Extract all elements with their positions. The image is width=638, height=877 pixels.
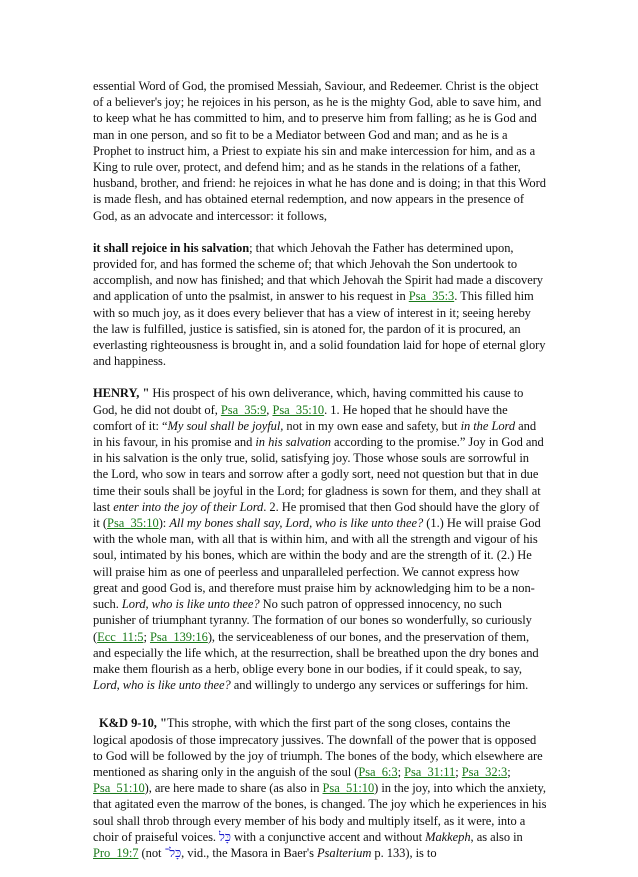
paragraph-text: with a conjunctive accent and without: [230, 829, 426, 844]
paragraph-text: . This filled him with so much joy, as it does every believer that has a view of interest in it; seeing hereby the law is fulfilled, justice is satisfied, sin is atoned for, the pardon of it is procured, an everlasting righteousness is brought in, and a solid foundation laid for hope of eternal glory and happiness.: [93, 289, 546, 369]
paragraph-text: p. 133), is to: [371, 845, 437, 860]
paragraph-text: ), are here made to share (as also in: [144, 781, 323, 796]
paragraph-text: , as also in: [470, 829, 523, 844]
paragraph-text: ), the serviceableness of our bones, and the preservation of them, and especially the life which, at the resurrection, shall be breathed upon the dry bones and make them flourish as a herb, oblige every bone in our bodies, if it could speak, to say,: [93, 629, 539, 676]
paragraph-text: (not: [138, 845, 165, 860]
paragraph-text: ; that which Jehovah the Father has determined upon, provided for, and has formed the scheme of; that which Jehovah the Son undertook to accomplish, and now has finished; and that which Jehovah the Spirit had made a discovery and application of unto the psalmist, in answer to his request in: [93, 240, 544, 304]
paragraph-text: , vid., the Masora in Baer's: [181, 845, 317, 860]
paragraph-text: (1.) He will praise God with the whole man, with all that is within him, and with all the strength and vigour of his soul, intimated by his bones, which are within the body and are the strength of it. (2.) He will praise him as one of peerless and unparalleled perfection. We cannot express how great and good God is, and therefore must praise him by acknowledging him to be a non-such.: [93, 516, 541, 612]
scripture-link[interactable]: Psa_35:9: [220, 402, 267, 417]
separator: ;: [143, 629, 150, 644]
commentator-label: HENRY, ": [93, 386, 150, 401]
italic-text: Lord, who is like unto thee?: [93, 678, 231, 693]
italic-text: enter into the joy of their Lord: [113, 499, 264, 514]
scripture-link[interactable]: Psa_32:3: [461, 764, 508, 779]
scripture-link[interactable]: Psa_35:3: [408, 289, 455, 304]
italic-text: Makkeph: [425, 829, 471, 844]
paragraph-text: No such patron of oppressed innocency, no such punisher of triumphant tyranny. The formation of our bones so wonderfully, so curiously (: [93, 597, 532, 644]
italic-text: My soul shall be joyful,: [167, 418, 284, 433]
document-page: [93, 78, 547, 877]
paragraph-gill-salvation: [93, 240, 547, 370]
separator: ;: [507, 764, 511, 779]
scripture-link[interactable]: Psa_6:3: [358, 764, 398, 779]
separator: ;: [455, 764, 462, 779]
scripture-link[interactable]: Psa_139:16: [149, 629, 208, 644]
scripture-link[interactable]: Psa_35:10: [107, 516, 159, 531]
paragraph-text: . 1. He hoped that he should have the comfort of it: “: [93, 402, 508, 433]
scripture-link[interactable]: Psa_31:11: [404, 764, 456, 779]
italic-text: All my bones shall say, Lord, who is like unto thee?: [169, 516, 424, 531]
scripture-link[interactable]: Psa_51:10: [322, 781, 375, 796]
commentator-label: K&D 9-10, ": [99, 716, 167, 731]
scripture-link[interactable]: Ecc_11:5: [97, 629, 144, 644]
scripture-link[interactable]: Psa_51:10: [93, 781, 145, 796]
paragraph-text: His prospect of his own deliverance, which, having committed his cause to God, he did not doubt of,: [93, 386, 524, 417]
paragraph-text: not in my own ease and safety, but: [283, 418, 461, 433]
paragraph-text: . 2. He promised that then God should have the glory of it (: [93, 499, 540, 531]
paragraph-henry: [93, 385, 547, 693]
italic-text: in the Lord: [460, 418, 516, 433]
paragraph-text: and willingly to undergo any services or sufferings for him.: [230, 678, 529, 693]
italic-text: Psalterium: [316, 845, 372, 860]
scripture-link[interactable]: Psa_35:10: [272, 402, 325, 417]
hebrew-word: כָּל: [219, 828, 231, 844]
paragraph-gill-continued: [93, 78, 547, 224]
paragraph-text: according to the promise.” Joy in God and in his salvation is the only true, solid, satisfying joy. Those whose souls are sorrowful in the Lord, who sow in tears and sorrow after a godly sort, need not question but that in due time their souls shall be joyful in the Lord; for gladness is sown for them, and they shall at last: [93, 435, 544, 514]
italic-text: in his salvation: [255, 435, 331, 450]
italic-text: Lord, who is like unto thee?: [121, 597, 260, 612]
scripture-link[interactable]: Pro_19:7: [93, 845, 139, 860]
bold-phrase: it shall rejoice in his salvation: [93, 240, 250, 255]
separator: ,: [266, 402, 273, 417]
paragraph-text: essential Word of God, the promised Messiah, Saviour, and Redeemer. Christ is the object of a believer's joy; he rejoices in his person, as he is the mighty God, able to save him, and to keep what he has committed to him, and to preserve him from falling; as he is God and man in one person, and so fit to be a Mediator between God and man; and as he is a Prophet to instruct him, a Priest to expiate his sin and make intercession for him, and as a King to rule over, protect, and defend him; and as he stands in the relations of a father, husband, brother, and friend: he rejoices in what he has done and is doing; in that this Word is made flesh, and has obtained eternal redemption, and now appears in the presence of God, as an advocate and intercessor: it follows,: [93, 79, 546, 223]
paragraph-text: This strophe, with which the first part of the song closes, contains the logical apodosis of those imprecatory jussives. The downfall of the power that is opposed to God will be followed by the joy of triumph. The bones of the body, which elsewhere are mentioned as sharing only in the anguish of the soul (: [93, 716, 543, 779]
paragraph-text: and in his favour, in his promise and: [93, 418, 537, 450]
paragraph-text: ):: [158, 516, 170, 531]
separator: ;: [397, 764, 405, 779]
hebrew-word: כָּל־: [164, 844, 182, 860]
paragraph-text: ) in the joy, into which the anxiety, that agitated even the marrow of the bones, is changed. The joy which he experiences in his soul shall throb through every member of his body and multiply itself, as it were, into a choir of praiseful voices.: [93, 781, 547, 844]
paragraph-kd: [93, 715, 547, 861]
